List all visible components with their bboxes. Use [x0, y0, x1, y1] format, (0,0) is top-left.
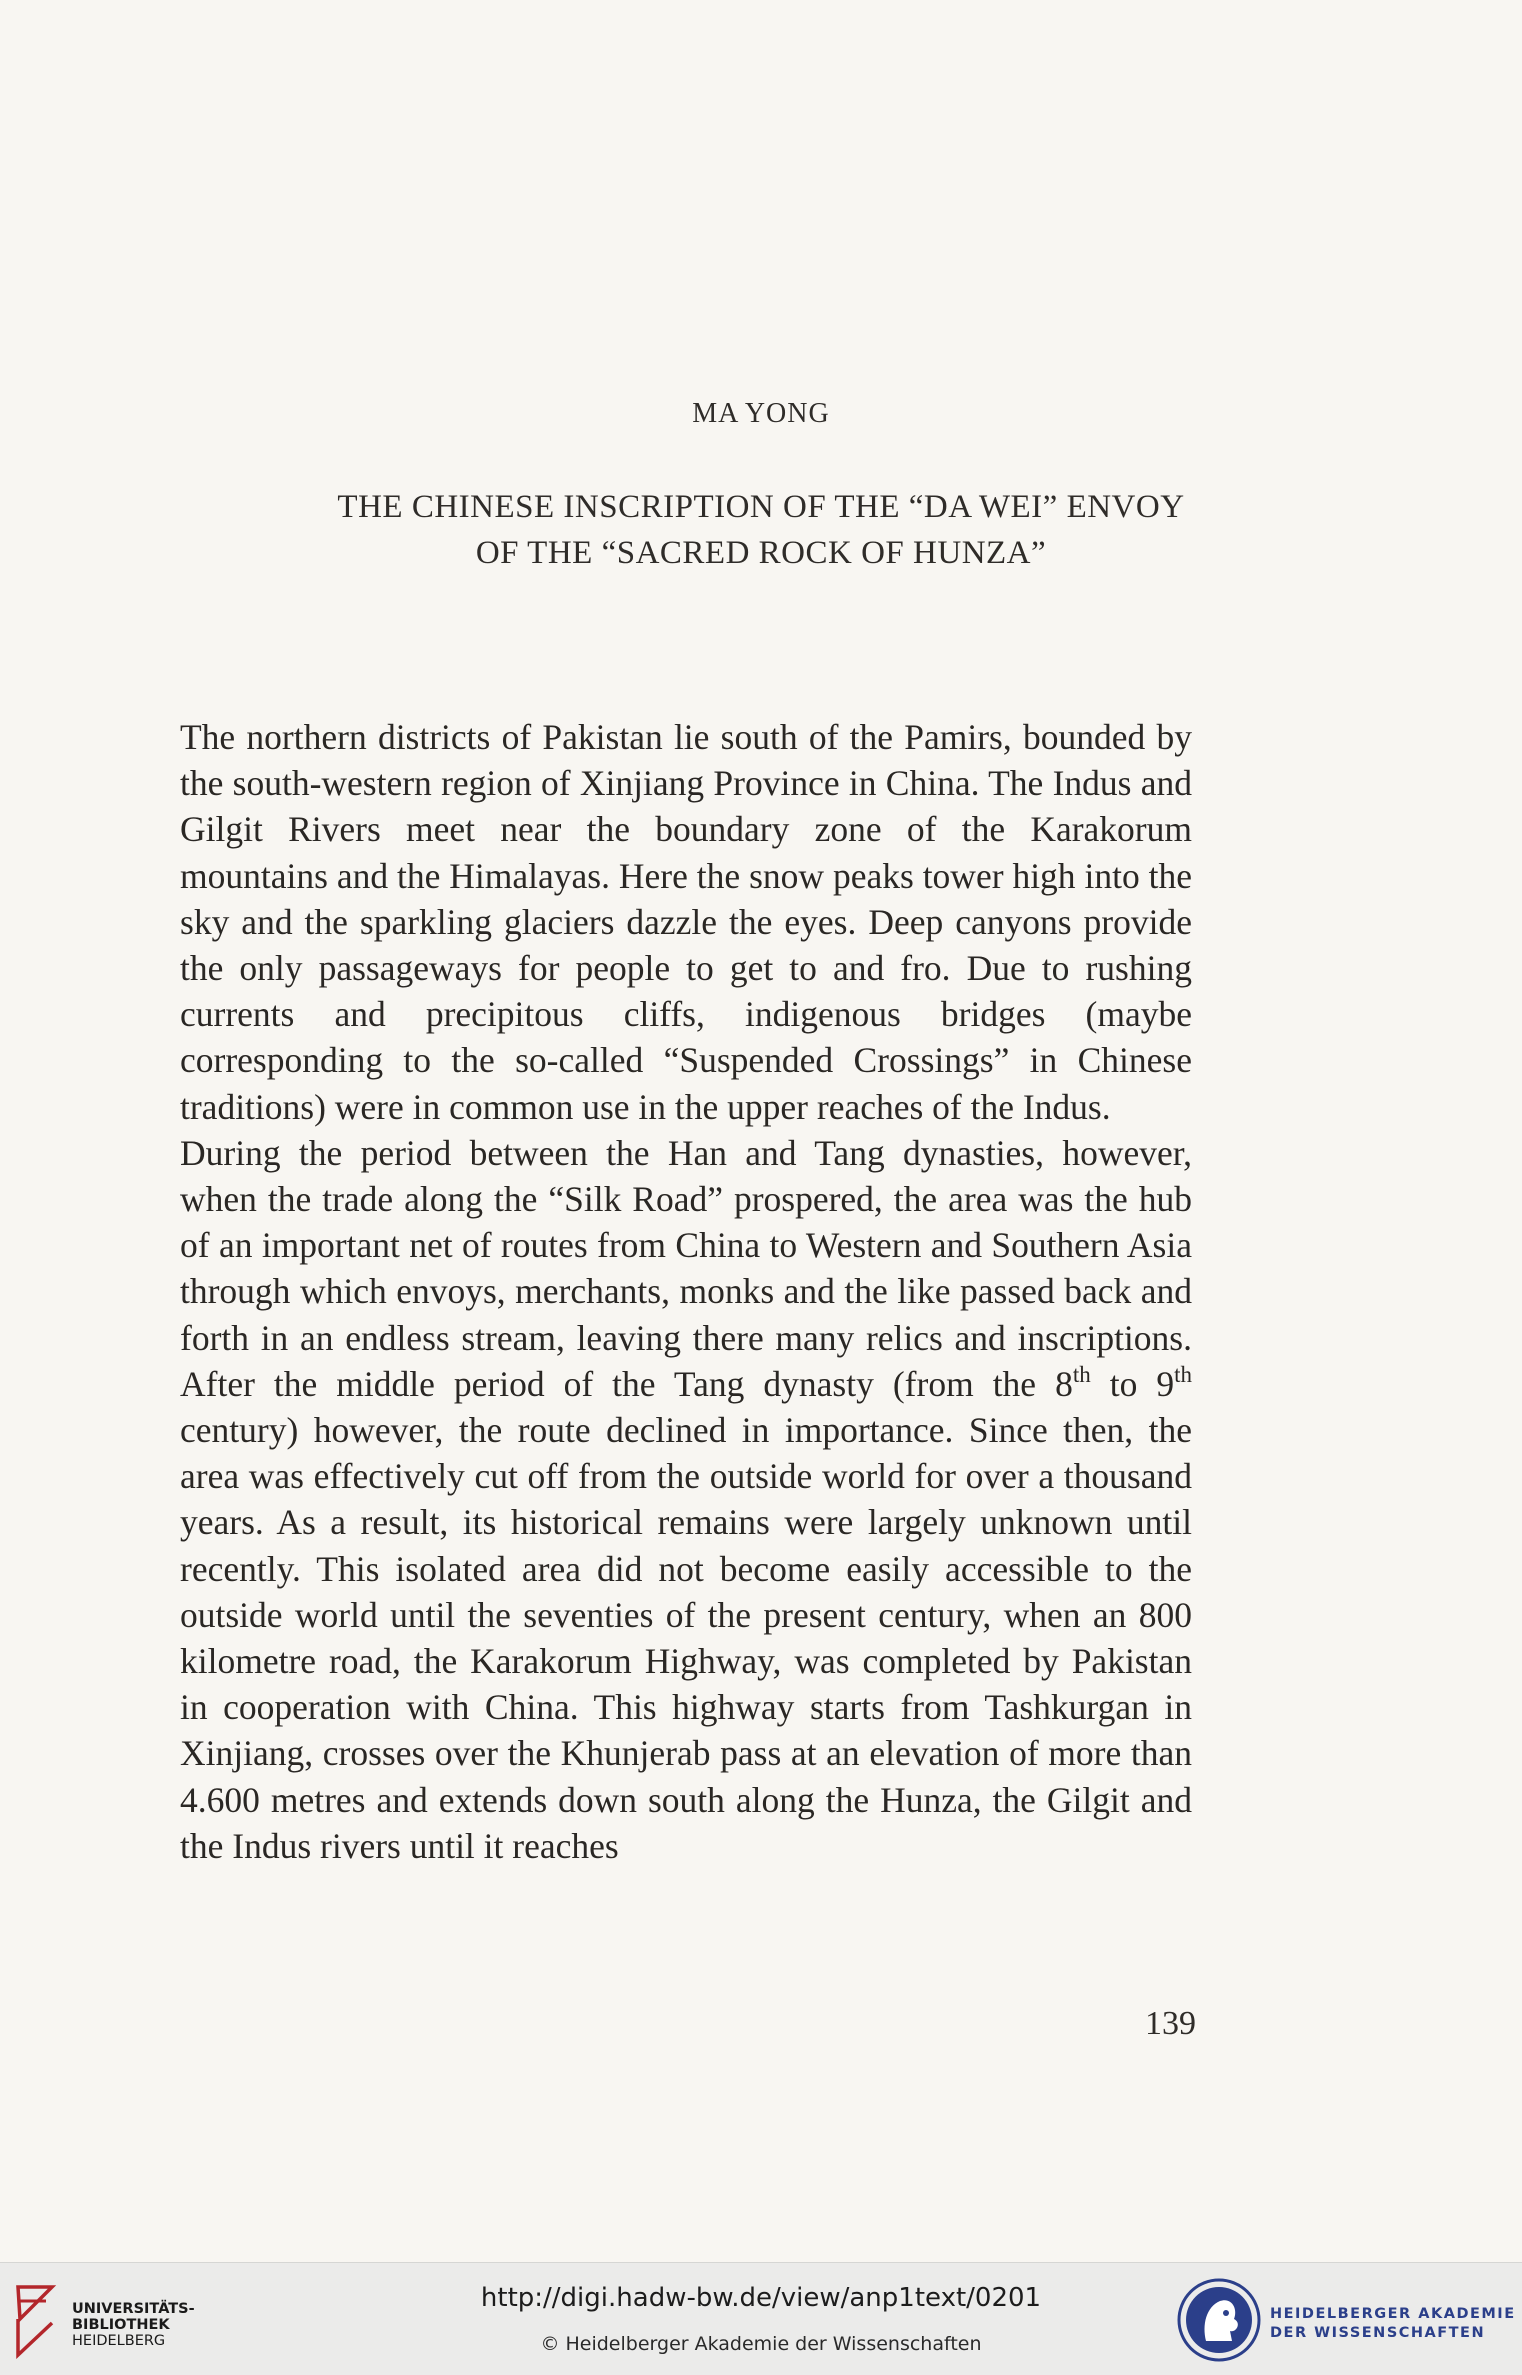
page-number: 139 — [1145, 2005, 1196, 2042]
paragraph-2-part-b: to 9 — [1090, 1363, 1175, 1404]
academy-seal-icon — [1176, 2275, 1262, 2365]
paragraph-2 — [180, 1130, 1192, 1869]
academy-logo[interactable] — [1176, 2275, 1516, 2365]
article-body — [180, 714, 1192, 1869]
permalink-url[interactable]: http://digi.hadw-bw.de/view/anp1text/0201 — [480, 2283, 1042, 2313]
title-line-1: THE CHINESE INSCRIPTION OF THE “DA WEI” ENVOY — [337, 489, 1185, 525]
copyright-notice: © Heidelberger Akademie der Wissenschaften — [540, 2333, 982, 2355]
paragraph-2-part-c: century) however, the route declined in importance. Since then, the area was effectively cut off from the outside world for over a thousand years. As a result, its historical remains were largely unknown until recently. This isolated area did not become easily accessible to the outside world until the seventies of the present century, when an 800 kilometre road, the Karakorum Highway, was completed by Pakistan in cooperation with China. This highway starts from Tashkurgan in Xinjiang, crosses over the Khunjerab pass at an elevation of more than 4.600 metres and extends down south along the Hunza, the Gilgit and the Indus rivers until it reaches — [180, 1410, 1192, 1866]
paragraph-2-part-a: During the period between the Han and Tang dynasties, however, when the trade along the “Silk Road” prospered, the area was the hub of an important net of routes from China to Western and Southern Asia through which envoys, merchants, monks and the like passed back and forth in an endless stream, leaving there many relics and inscriptions. After the middle period of the Tang dynasty (from the 8 — [180, 1132, 1192, 1404]
library-name-line-1: UNIVERSITÄTS- — [72, 2301, 195, 2317]
library-name-line-3: HEIDELBERG — [72, 2333, 166, 2349]
viewer-footer — [0, 2262, 1522, 2375]
superscript-th: th — [1072, 1361, 1091, 1387]
article-title — [0, 484, 1522, 576]
author-name: MA YONG — [692, 398, 830, 429]
academy-name-line-2: DER WISSENSCHAFTEN — [1270, 2325, 1486, 2341]
paragraph-1: The northern districts of Pakistan lie south of the Pamirs, bounded by the south-western region of Xinjiang Province in China. The Indus and Gilgit Rivers meet near the boundary zone of the Karakorum mountains and the Himalayas. Here the snow peaks tower high into the sky and the sparkling glaciers dazzle the eyes. Deep canyons provide the only passageways for people to get to and fro. Due to rushing currents and precipitous cliffs, indigenous bridges (maybe corresponding to the so-called “Suspended Crossings” in Chinese traditions) were in common use in the upper reaches of the Indus. — [180, 717, 1192, 1127]
superscript-th: th — [1174, 1361, 1192, 1387]
academy-name-line-1: HEIDELBERGER AKADEMIE — [1270, 2306, 1516, 2322]
title-line-2: OF THE “SACRED ROCK OF HUNZA” — [475, 535, 1047, 571]
library-name-line-2: BIBLIOTHEK — [72, 2317, 170, 2333]
